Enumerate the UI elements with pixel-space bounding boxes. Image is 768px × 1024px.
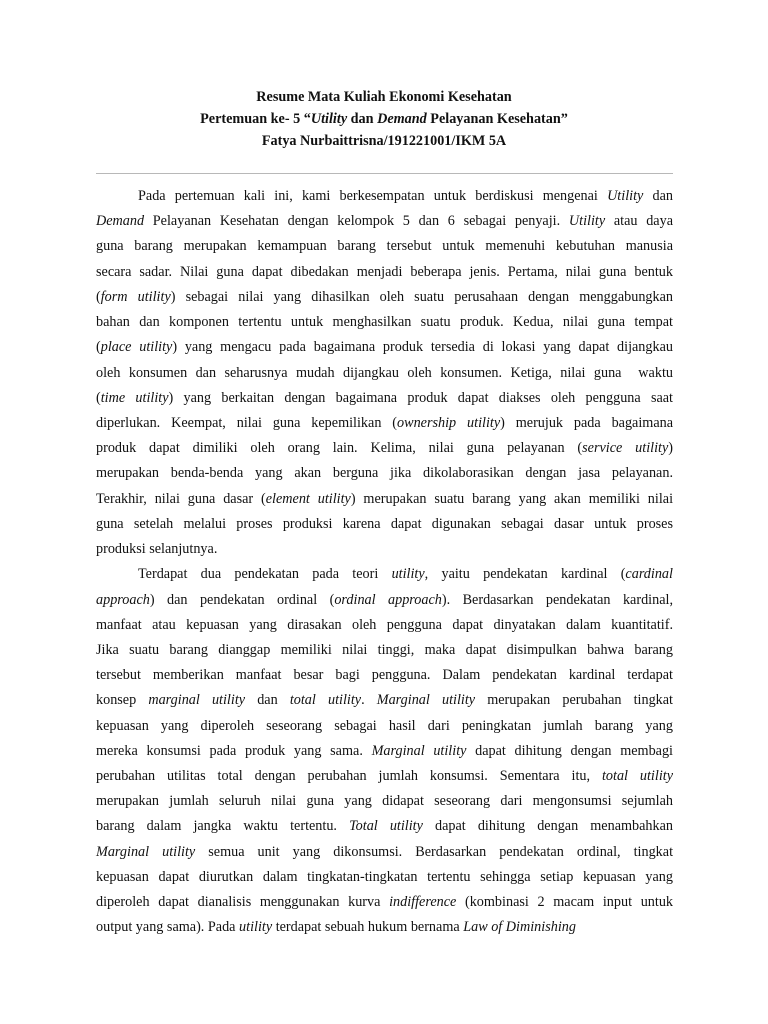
paragraph-line: merupakan jumlah seluruh nilai guna yang didapat seseorang dari mengonsumsi sejumlah [96,793,673,810]
paragraph-line: barang dalam jangka waktu tertentu. Total utility dapat dihitung dengan menambahkan [96,818,674,835]
author-line: Fatya Nurbaittrisna/191221001/IKM 5A [261,133,507,149]
paragraph-line: merupakan benda-benda yang akan berguna jika dikolaborasikan dengan jasa pelayanan. [96,465,673,482]
document-header [96,86,672,152]
paragraph-line: konsep marginal utility dan total utility. Marginal utility merupakan perubahan tingkat [96,692,673,709]
paragraph-line: mereka konsumsi pada produk yang sama. Marginal utility dapat dihitung dengan membagi [96,742,673,759]
paragraph-line: tersebut memberikan manfaat besar bagi pengguna. Dalam pendekatan kardinal terdapat [96,667,673,684]
paragraph-line: (place utility) yang mengacu pada bagaimana produk tersedia di lokasi yang dapat dijangkau [96,339,673,356]
paragraph-line: Demand Pelayanan Kesehatan dengan kelompok 5 dan 6 sebagai penyaji. Utility atau daya [96,213,673,230]
paragraph-line: perubahan utilitas total dengan perubahan jumlah konsumsi. Sementara itu, total utility [96,768,673,785]
paragraph-line: Pada pertemuan kali ini, kami berkesempatan untuk berdiskusi mengenai Utility dan [138,188,673,204]
paragraph-line: approach) dan pendekatan ordinal (ordinal approach). Berdasarkan pendekatan kardinal, [96,591,673,608]
paragraph-line: (form utility) sebagai nilai yang dihasilkan oleh suatu perusahaan dengan menggabungkan [96,288,673,305]
paragraph-line: Terakhir, nilai guna dasar (element utility) merupakan suatu barang yang akan memiliki nilai [96,490,674,507]
paragraph-line: produk dapat dimiliki oleh orang lain. Kelima, nilai guna pelayanan (service utility) [96,440,673,457]
paragraph [96,184,673,562]
header-divider [96,173,673,174]
paragraph-line: guna setelah melalui proses produksi karena dapat digunakan sebagai dasar untuk proses [96,515,673,532]
document-body [96,184,673,941]
paragraph-line: manfaat atau kepuasan yang dirasakan oleh pengguna dapat dinyatakan dalam kuantitatif. [96,616,673,633]
paragraph-line: secara sadar. Nilai guna dapat dibedakan menjadi beberapa jenis. Pertama, nilai guna bentuk [96,263,673,280]
paragraph-line: Terdapat dua pendekatan pada teori utility, yaitu pendekatan kardinal (cardinal [138,566,673,583]
paragraph-line: kepuasan yang diperoleh seseorang sebagai hasil dari peningkatan jumlah barang yang [96,717,673,734]
paragraph-line: diperlukan. Keempat, nilai guna kepemilikan (ownership utility) merujuk pada bagaimana [96,414,674,431]
paragraph-line: oleh konsumen dan seharusnya mudah dijangkau oleh konsumen. Ketiga, nilai guna waktu [96,364,673,381]
paragraph-line: bahan dan komponen tertentu untuk menghasilkan suatu produk. Kedua, nilai guna tempat [96,314,673,331]
paragraph-line: Jika suatu barang dianggap memiliki nilai tinggi, maka dapat disimpulkan bahwa barang [96,641,673,658]
paragraph-line: output yang sama). Pada utility terdapat sebuah hukum bernama Law of Diminishing [96,919,576,936]
paragraph-line: (time utility) yang berkaitan dengan bagaimana produk dapat diakses oleh pengguna saat [96,389,673,406]
paragraph-line: guna barang merupakan kemampuan barang tersebut untuk memenuhi kebutuhan manusia [96,238,673,255]
paragraph-line: produksi selanjutnya. [96,541,218,558]
paragraph-line: kepuasan dapat diurutkan dalam tingkatan-tingkatan tertentu sehingga setiap kepuasan yang [96,868,673,885]
paragraph [96,562,673,940]
paragraph-line: Marginal utility semua unit yang dikonsumsi. Berdasarkan pendekatan ordinal, tingkat [96,843,674,860]
meeting-subtitle: Pertemuan ke- 5 “Utility dan Demand Pelayanan Kesehatan” [200,111,568,127]
document-title: Resume Mata Kuliah Ekonomi Kesehatan [256,89,512,105]
paragraph-line: diperoleh dapat dianalisis menggunakan kurva indifference (kombinasi 2 macam input untuk [96,894,674,911]
